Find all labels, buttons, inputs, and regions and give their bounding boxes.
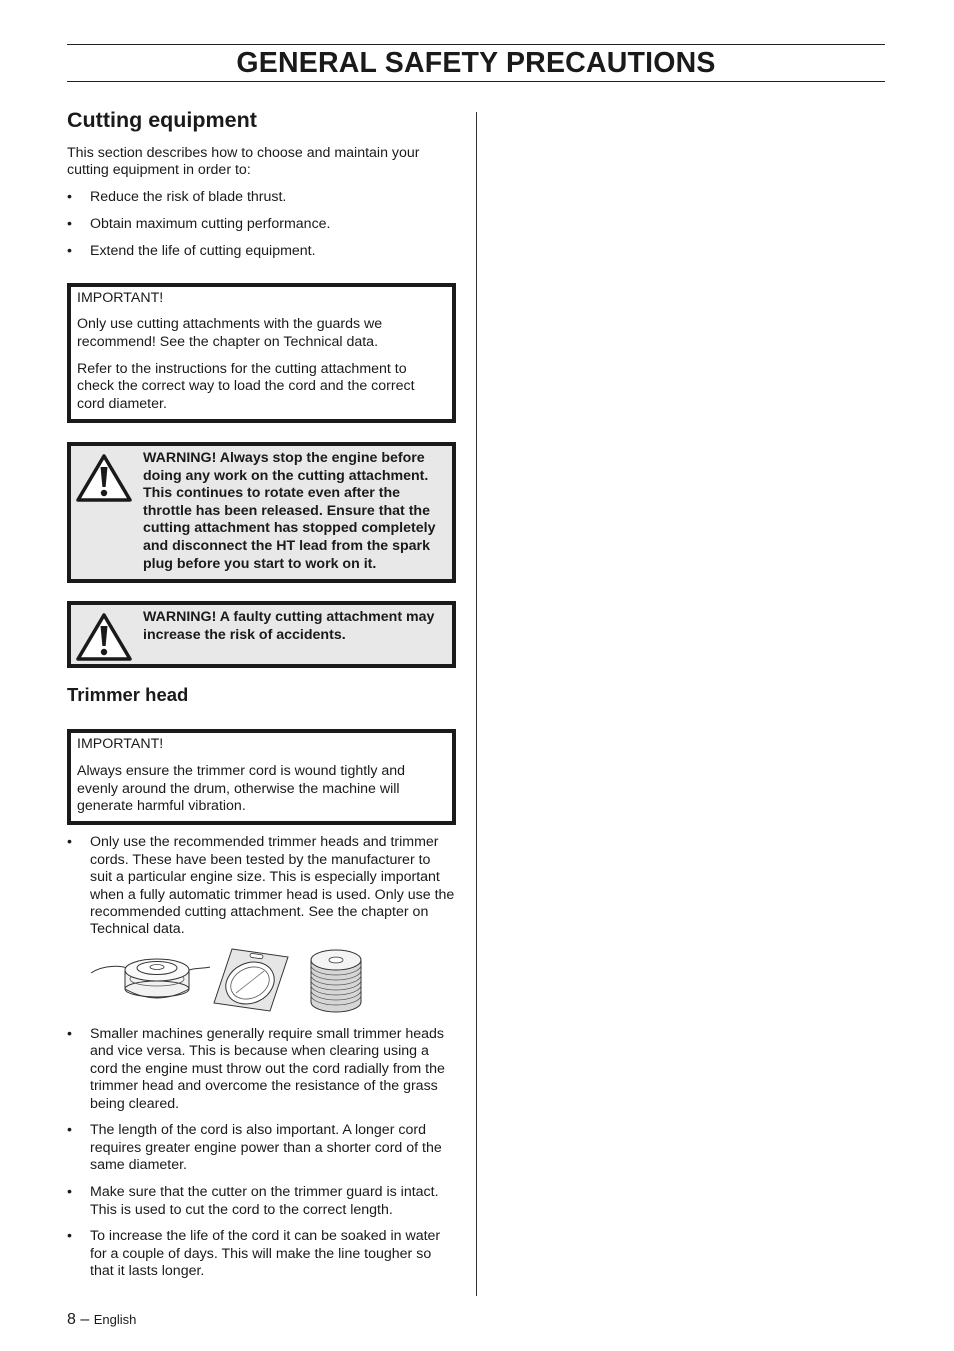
list-item: • Extend the life of cutting equipment.	[67, 243, 316, 260]
trimmer-heading: Trimmer head	[67, 684, 189, 706]
warning-box-faulty-attachment	[67, 601, 456, 668]
list-item: • Make sure that the cutter on the trimmer guard is intact. This is used to cut the cord to the correct length.	[67, 1184, 439, 1218]
trimmer-illustrations	[67, 947, 456, 1017]
important-paragraph: Refer to the instructions for the cutting attachment to check the correct way to load the cord and the correct cord diameter.	[77, 360, 415, 412]
important-paragraph: Only use cutting attachments with the guards we recommend! See the chapter on Technical data.	[77, 316, 383, 350]
bullet-dot: •	[67, 189, 72, 206]
bullet-dot: •	[67, 216, 72, 233]
list-item: • Only use the recommended trimmer heads and trimmer cords. These have been tested by the manufacturer to suit a particular engine size. This is especially important when a fully automatic trimmer head is used. Only use the recommended cutting attachment. See the chapter on Technical data.	[67, 834, 455, 938]
left-column	[67, 104, 456, 1281]
warning-triangle-icon	[75, 611, 133, 663]
header-rule-bottom	[67, 81, 885, 82]
bullet-dot: •	[67, 1122, 72, 1139]
bullet-dot: •	[67, 243, 72, 260]
page-number: 8	[67, 1311, 76, 1328]
list-item: • Reduce the risk of blade thrust.	[67, 189, 287, 206]
important-notice	[67, 283, 456, 423]
footer-dash: –	[80, 1311, 90, 1328]
column-divider	[476, 112, 477, 1296]
bullet-dot: •	[67, 834, 72, 851]
warning-text: WARNING! A faulty cutting attachment may increase the risk of accidents.	[143, 609, 435, 643]
list-item: • Obtain maximum cutting performance.	[67, 216, 331, 233]
section-heading: Cutting equipment	[67, 108, 257, 132]
section-bullets	[67, 189, 456, 260]
warning-triangle-icon	[75, 452, 133, 504]
list-item: • To increase the life of the cord it can be soaked in water for a couple of days. This will make the line tougher so that it lasts longer.	[67, 1228, 441, 1280]
trimmer-head-illustration	[89, 951, 213, 1009]
important-label: IMPORTANT!	[77, 736, 164, 753]
list-item: • The length of the cord is also important. A longer cord requires greater engine power than a shorter cord of the same diameter.	[67, 1122, 442, 1174]
bullet-dot: •	[67, 1184, 72, 1201]
footer-language: English	[93, 1312, 137, 1327]
list-item: • Smaller machines generally require small trimmer heads and vice versa. This is because when clearing using a cord the engine must throw out the cord radially from the trimmer head and overcome the resistance of the grass being cleared.	[67, 1025, 445, 1112]
bullet-dot: •	[67, 1228, 72, 1245]
bullet-dot: •	[67, 1025, 72, 1042]
important-paragraph: Always ensure the trimmer cord is wound tightly and evenly around the drum, otherwise the machine will generate harmful vibration.	[77, 763, 406, 815]
page-footer	[67, 1310, 136, 1330]
section-intro: This section describes how to choose and maintain your cutting equipment in order to:	[67, 145, 420, 179]
important-label: IMPORTANT!	[77, 289, 164, 306]
warning-box-stop-engine	[67, 442, 456, 583]
trimmer-cord-package-illustration	[212, 947, 290, 1013]
trimmer-bullets-continued	[67, 1026, 456, 1281]
trimmer-cord-spool-illustration	[307, 948, 365, 1016]
trimmer-bullets	[67, 834, 456, 938]
warning-text: WARNING! Always stop the engine before doing any work on the cutting attachment. This continues to rotate even after the throttle has been released. Ensure that the cutting attachment has stopped completely and disconnect the HT lead from the spark plug before you start to work on it.	[143, 449, 436, 572]
important-notice	[67, 729, 456, 825]
page-title: GENERAL SAFETY PRECAUTIONS	[236, 47, 716, 79]
